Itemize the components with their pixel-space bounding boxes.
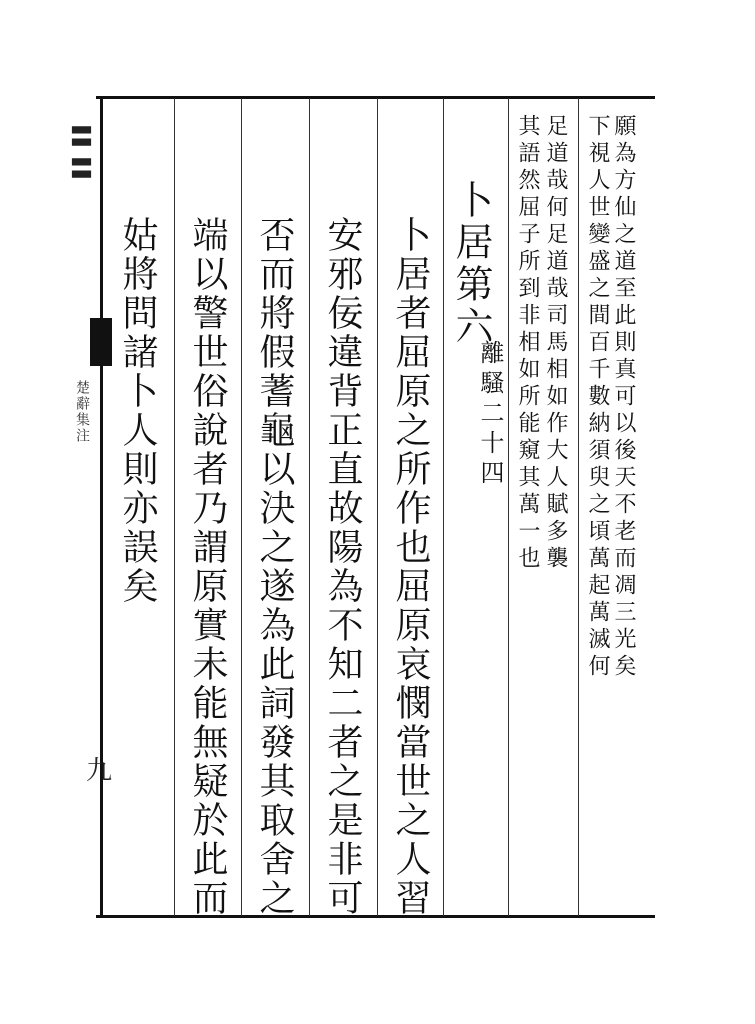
- column-divider: [309, 98, 310, 916]
- main-text-column-5: 姑將問諸卜人則亦誤矣: [117, 216, 158, 606]
- gutter-fishtail: [90, 318, 112, 366]
- left-margin-line: [100, 96, 103, 918]
- gutter-title: 楚辭集注: [74, 380, 90, 444]
- main-text-column-1: 卜居者屈原之所作也屈原哀憫當世之人習: [390, 216, 431, 918]
- chapter-heading: 卜居第六: [449, 180, 493, 348]
- main-text-column-2: 安邪佞違背正直故陽為不知二者之是非可: [322, 216, 363, 918]
- gutter-page-number: 九: [86, 756, 113, 786]
- top-border: [96, 96, 655, 99]
- column-divider: [578, 98, 579, 916]
- commentary-column-4: 其語然屈子所到非相如所能窺其萬一也: [515, 114, 540, 573]
- commentary-column-2: 下視人世變盛之間百千數納須臾之頃萬起萬滅何: [585, 114, 610, 681]
- bottom-border: [96, 915, 655, 918]
- column-divider: [241, 98, 242, 916]
- column-divider: [508, 98, 509, 916]
- commentary-column-1: 願為方仙之道至此則真可以後天不老而凋三光矣: [611, 114, 636, 681]
- main-text-column-3: 否而將假蓍龜以決之遂為此詞發其取舍之: [254, 216, 295, 918]
- main-text-column-4: 端以警世俗說者乃謂原實未能無疑於此而: [187, 216, 228, 918]
- column-divider: [174, 98, 175, 916]
- commentary-column-3: 足道哉何足道哉司馬相如作大人賦多襲: [543, 114, 568, 573]
- column-divider: [377, 98, 378, 916]
- column-divider: [443, 98, 444, 916]
- gutter-ornament: 〓〓: [65, 124, 93, 188]
- chapter-subheading: 離騷二十四: [476, 340, 504, 490]
